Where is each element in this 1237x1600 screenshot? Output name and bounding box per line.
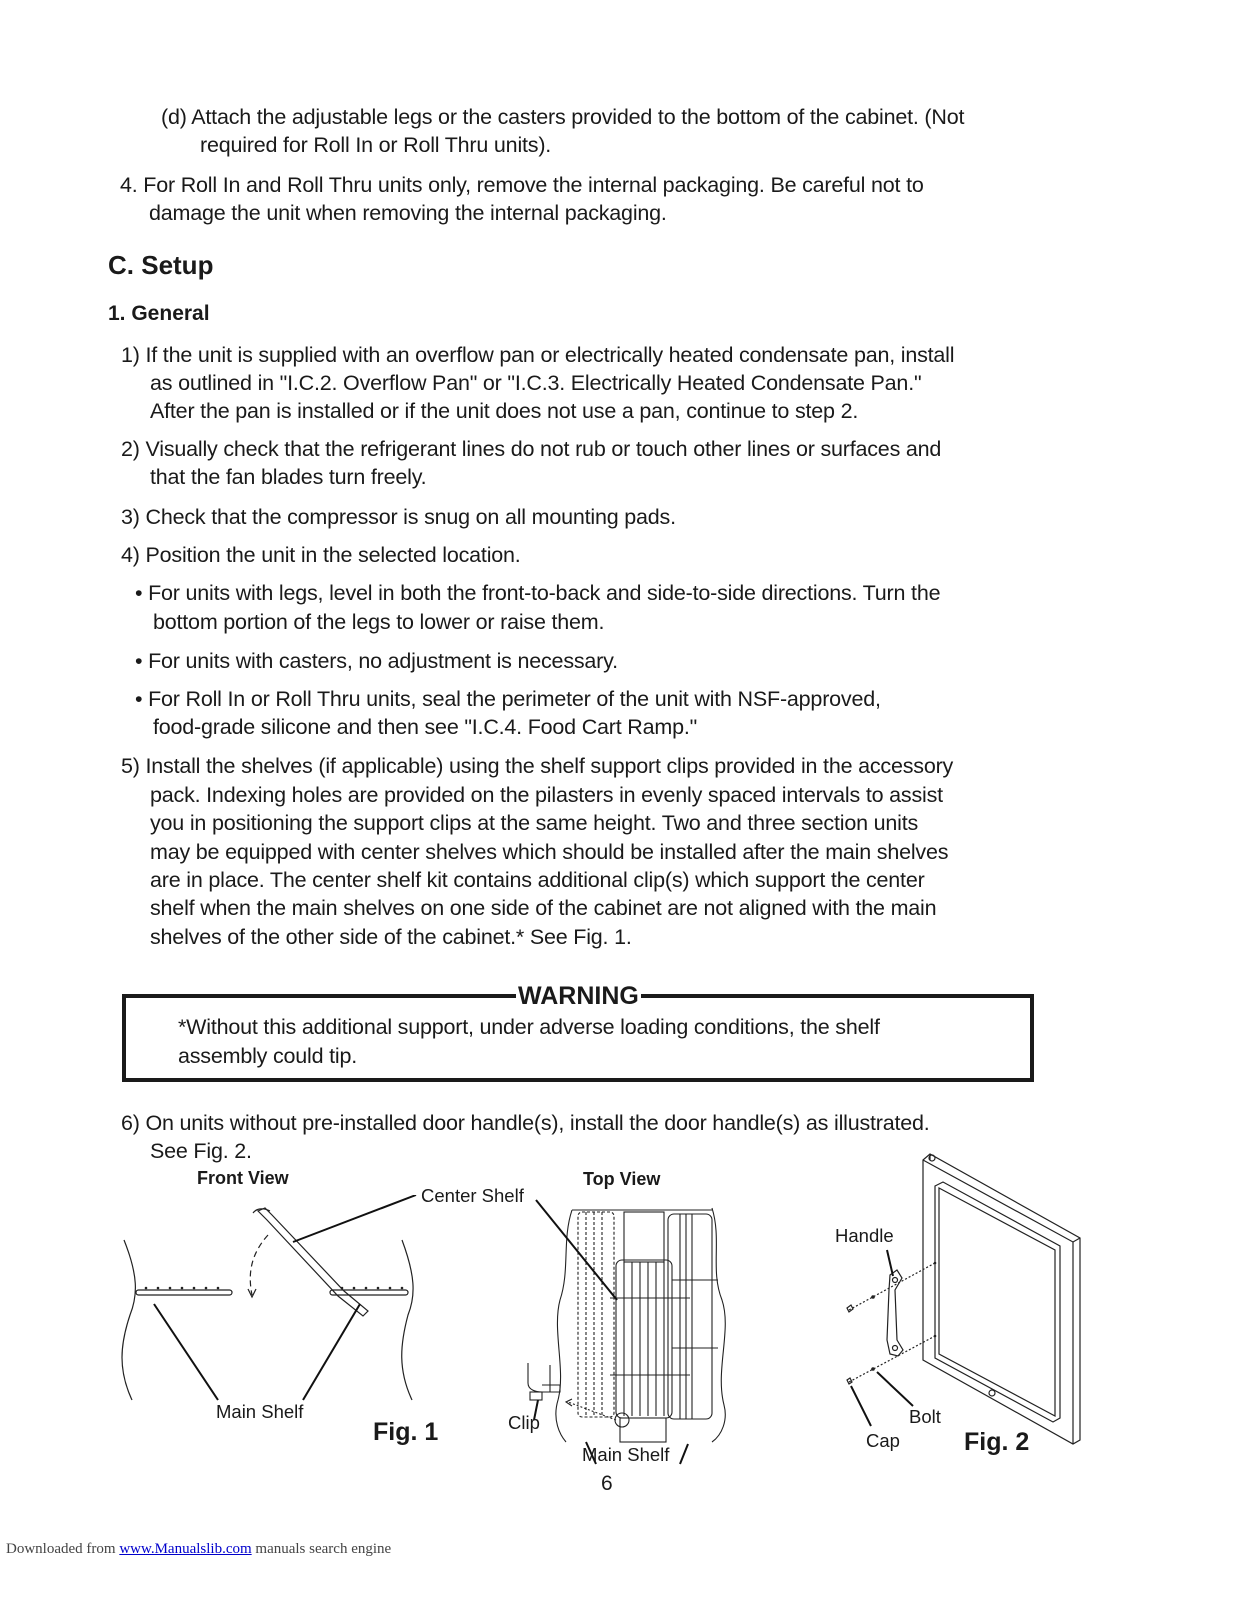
step-3-line: 3) Check that the compressor is snug on all mounting pads. [121, 505, 676, 529]
fig-2-caption: Fig. 2 [964, 1428, 1030, 1456]
clip-label: Clip [508, 1412, 540, 1433]
step-1-line: 1) If the unit is supplied with an overflow pan or electrically heated condensate pan, install [121, 343, 955, 367]
item-4-line1: 4. For Roll In and Roll Thru units only, remove the internal packaging. Be careful not to [120, 173, 924, 197]
step-2-line: that the fan blades turn freely. [150, 465, 427, 489]
bullet-rollin-line: food-grade silicone and then see "I.C.4. Food Cart Ramp." [153, 715, 698, 739]
step-5-line: are in place. The center shelf kit contains additional clip(s) which support the center [150, 868, 925, 892]
subsection-title: 1. General [108, 302, 210, 325]
item-4-line2: damage the unit when removing the internal packaging. [149, 201, 667, 225]
step-4-line: 4) Position the unit in the selected location. [121, 543, 521, 567]
bullet-legs-line: bottom portion of the legs to lower or raise them. [153, 610, 605, 634]
bullet-legs-line: • For units with legs, level in both the front-to-back and side-to-side directions. Turn the [135, 581, 941, 605]
main-shelf-label-front: Main Shelf [216, 1401, 304, 1422]
item-d-line1: (d) Attach the adjustable legs or the casters provided to the bottom of the cabinet. (Not [161, 105, 965, 129]
center-shelf-label: Center Shelf [421, 1185, 524, 1206]
step-2-line: 2) Visually check that the refrigerant lines do not rub or touch other lines or surfaces and [121, 437, 942, 461]
step-1-line: After the pan is installed or if the unit does not use a pan, continue to step 2. [150, 399, 859, 423]
bullet-rollin-line: • For Roll In or Roll Thru units, seal the perimeter of the unit with NSF-approved, [135, 687, 881, 711]
section-title: C. Setup [108, 250, 214, 280]
step-5-line: pack. Indexing holes are provided on the pilasters in evenly spaced intervals to assist [150, 783, 943, 807]
step-6-line: 6) On units without pre-installed door handle(s), install the door handle(s) as illustrated. [121, 1111, 930, 1135]
front-view-diagram [110, 1195, 430, 1425]
bolt-label: Bolt [909, 1406, 941, 1427]
main-shelf-label-top: Main Shelf [582, 1444, 670, 1465]
step-1-line: as outlined in "I.C.2. Overflow Pan" or "I.C.3. Electrically Heated Condensate Pan." [150, 371, 922, 395]
footer-suffix: manuals search engine [251, 1541, 392, 1557]
warning-text-line: *Without this additional support, under adverse loading conditions, the shelf [178, 1015, 880, 1039]
fig-1-caption: Fig. 1 [373, 1418, 439, 1446]
handle-label: Handle [835, 1225, 894, 1246]
bullet-casters-line: • For units with casters, no adjustment is necessary. [135, 649, 618, 673]
front-view-label: Front View [197, 1168, 289, 1188]
warning-text-line: assembly could tip. [178, 1044, 358, 1068]
step-5-line: 5) Install the shelves (if applicable) using the shelf support clips provided in the accessory [121, 754, 954, 778]
door-handle-diagram [835, 1150, 1095, 1450]
cap-label: Cap [866, 1430, 900, 1451]
page-number: 6 [601, 1472, 613, 1495]
step-5-line: you in positioning the support clips at the same height. Two and three section units [150, 811, 919, 835]
step-5-line: may be equipped with center shelves which should be installed after the main shelves [150, 840, 949, 864]
step-5-line: shelves of the other side of the cabinet.* See Fig. 1. [150, 925, 632, 949]
footer-prefix: Downloaded from [6, 1541, 120, 1557]
step-6-line: See Fig. 2. [150, 1139, 252, 1163]
manualslib-link[interactable]: www.Manualslib.com [119, 1541, 252, 1557]
item-d-line2: required for Roll In or Roll Thru units). [200, 133, 552, 157]
warning-label: WARNING [518, 982, 639, 1010]
step-5-line: shelf when the main shelves on one side of the cabinet are not aligned with the main [150, 896, 937, 920]
footer [6, 1541, 391, 1558]
top-view-label: Top View [583, 1169, 661, 1189]
